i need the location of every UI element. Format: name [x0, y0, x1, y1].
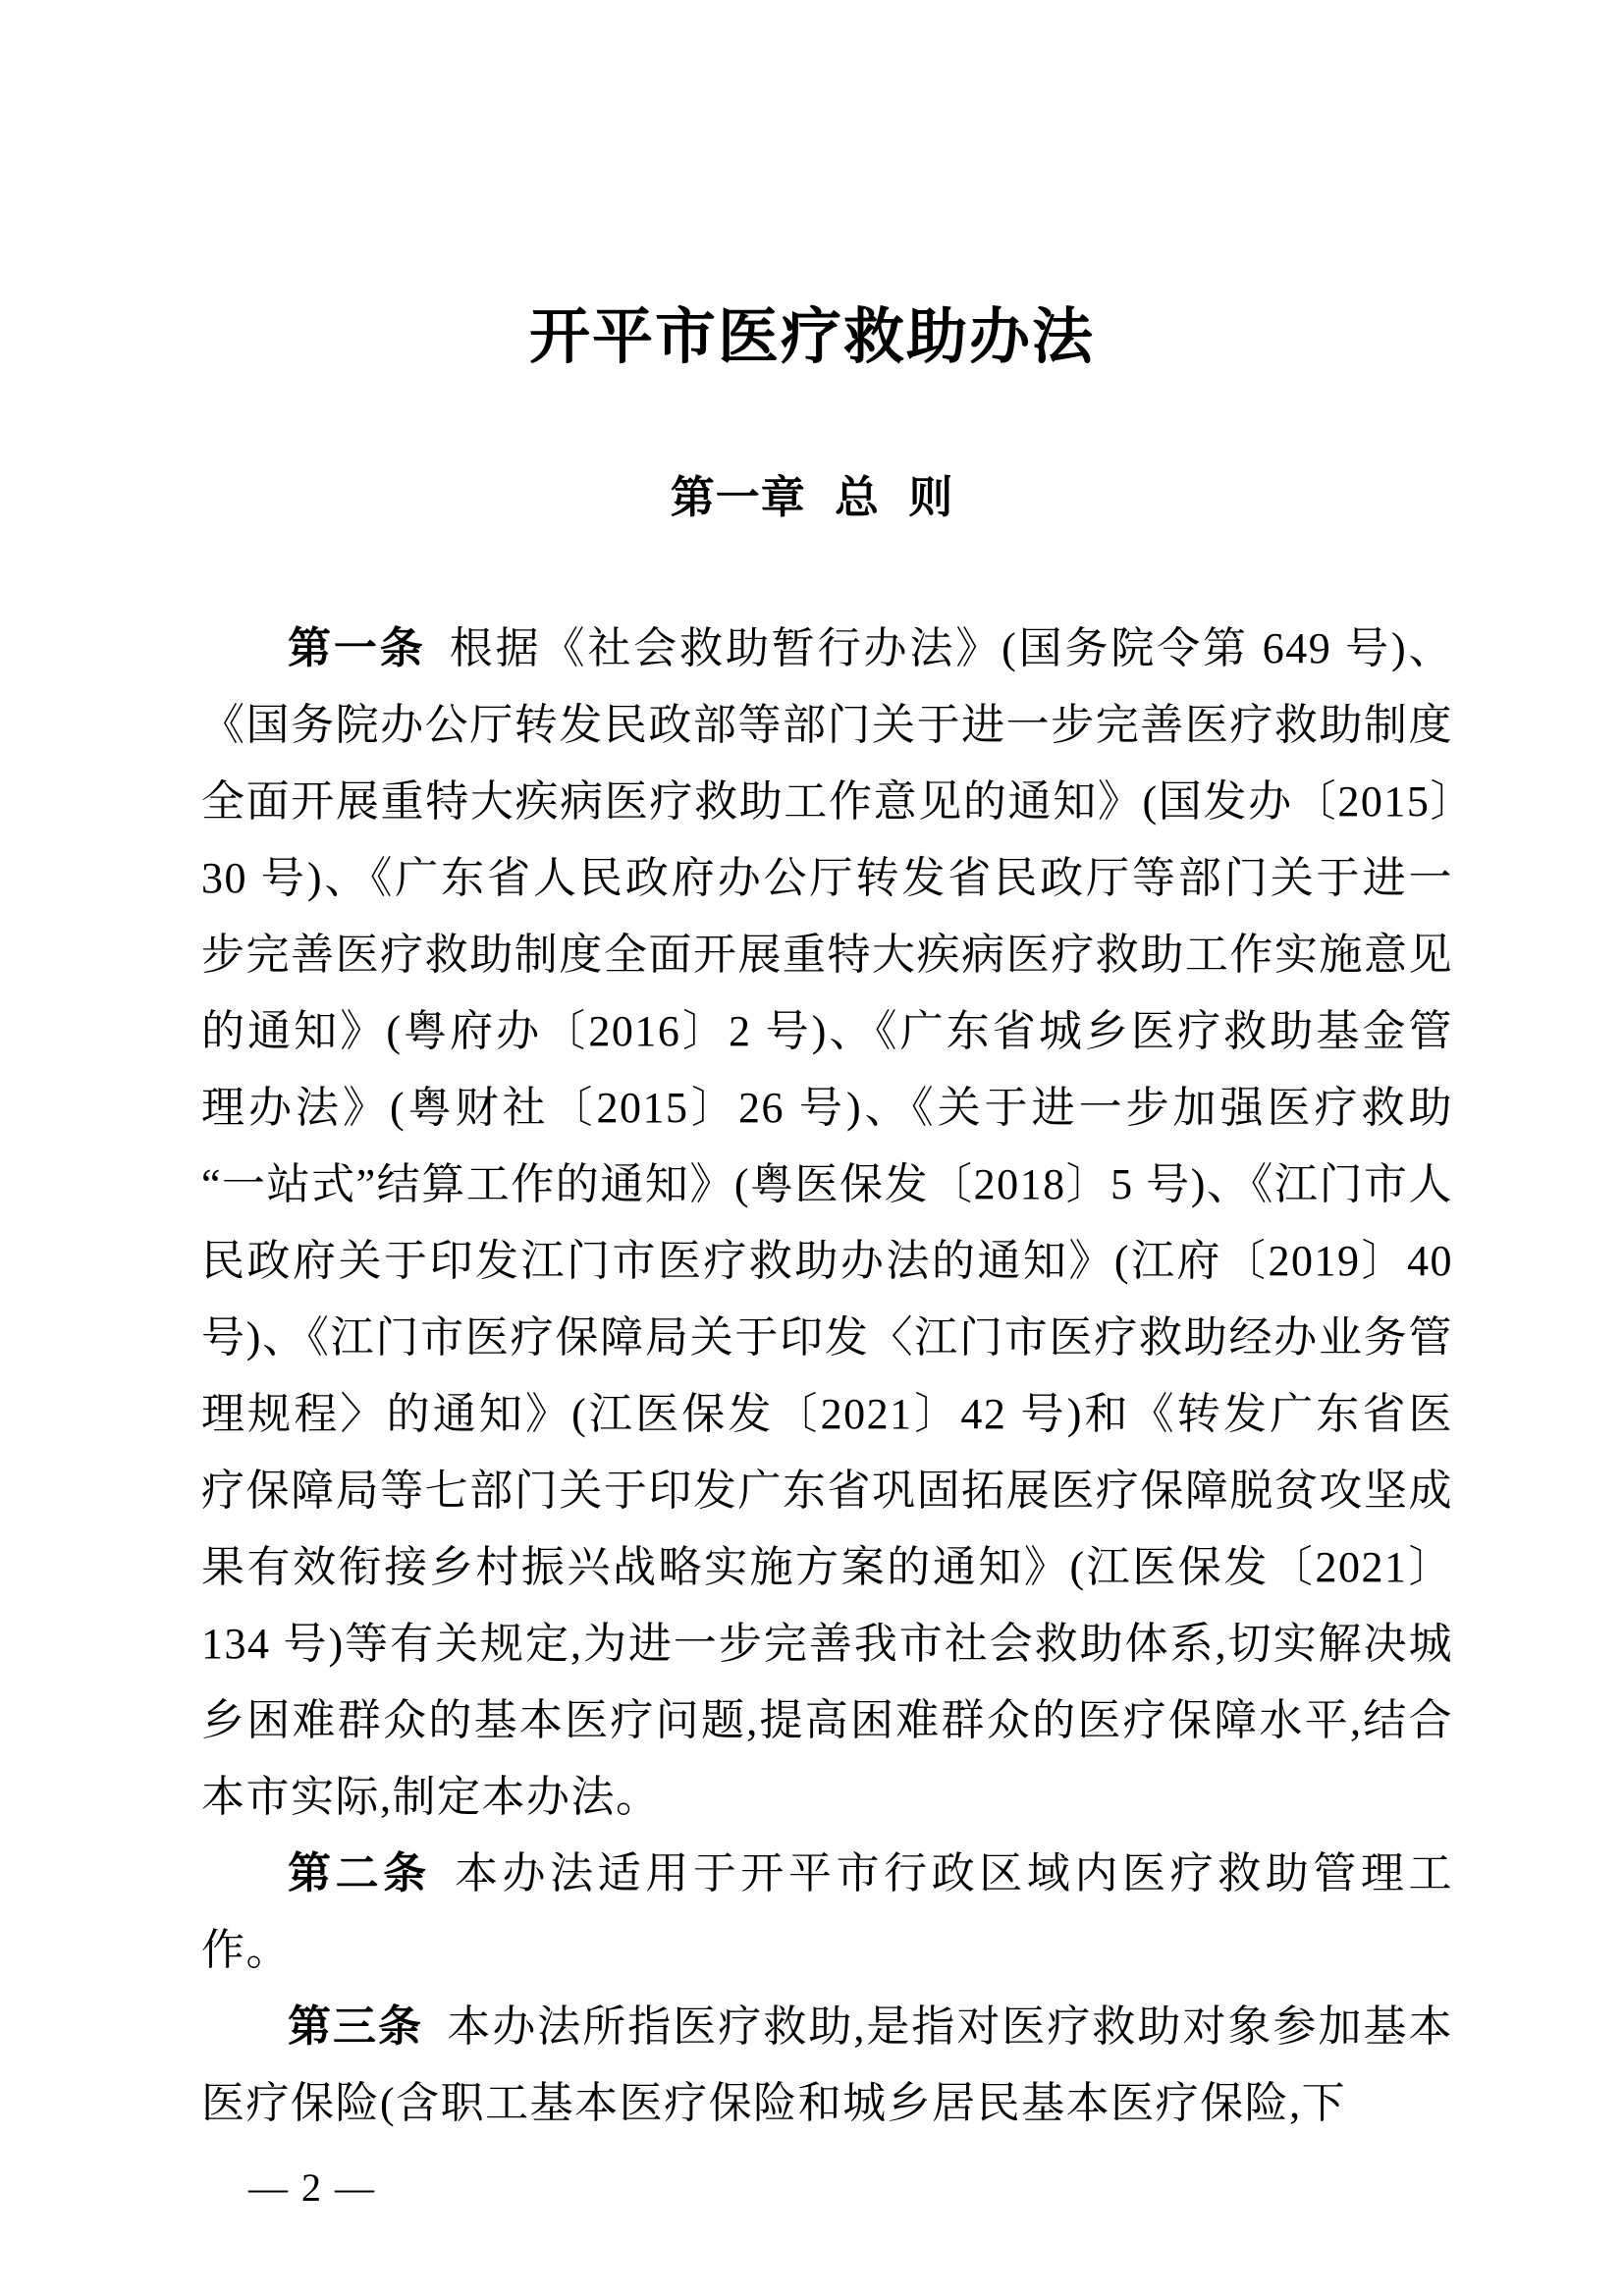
article-3-paragraph [201, 1989, 1453, 2142]
document-body [201, 611, 1453, 2142]
article-3-label: 第三条 [288, 2002, 424, 2051]
page-footer [201, 2118, 376, 2257]
article-1-paragraph [201, 611, 1453, 1836]
document-title: 开平市医疗救助办法 [528, 304, 1095, 371]
page-number: — 2 — [248, 2165, 376, 2210]
chapter-heading: 第一章 总 则 [670, 472, 954, 522]
article-3-text: 本办法所指医疗救助,是指对医疗救助对象参加基本医疗保险(含职工基本医疗保险和城乡居民基本医疗保险,下 [201, 2002, 1454, 2127]
article-2-paragraph [201, 1836, 1453, 1989]
article-1-label: 第一条 [288, 624, 426, 672]
article-1-text: 根据《社会救助暂行办法》(国务院令第 649 号)、《国务院办公厅转发民政部等部门关于进一步完善医疗救助制度全面开展重特大疾病医疗救助工作意见的通知》(国发办〔2015〕30 号)、《广东省人民政府办公厅转发省民政厅等部门关于进一步完善医疗救助制度全面开展重特大疾病医疗救助工作实施意见的通知》(粤府办〔2016〕2 号)、《广东省城乡医疗救助基金管理办法》(粤财社〔2015〕26 号)、《关于进一步加强医疗救助“一站式”结算工作的通知》(粤医保发〔2018〕5 号)、《江门市人民政府关于印发江门市医疗救助办法的通知》(江府〔2019〕40 号)、《江门市医疗保障局关于印发〈江门市医疗救助经办业务管理规程〉的通知》(江医保发〔2021〕42 号)和《转发广东省医疗保障局等七部门关于印发广东省巩固拓展医疗保障脱贫攻坚成果有效衔接乡村振兴战略实施方案的通知》(江医保发〔2021〕134 号)等有关规定,为进一步完善我市社会救助体系,切实解决城乡困难群众的基本医疗问题,提高困难群众的医疗保障水平,结合本市实际,制定本办法。 [201, 624, 1454, 1821]
article-2-label: 第二条 [288, 1849, 431, 1897]
article-2-text: 本办法适用于开平市行政区域内医疗救助管理工作。 [201, 1849, 1454, 1974]
